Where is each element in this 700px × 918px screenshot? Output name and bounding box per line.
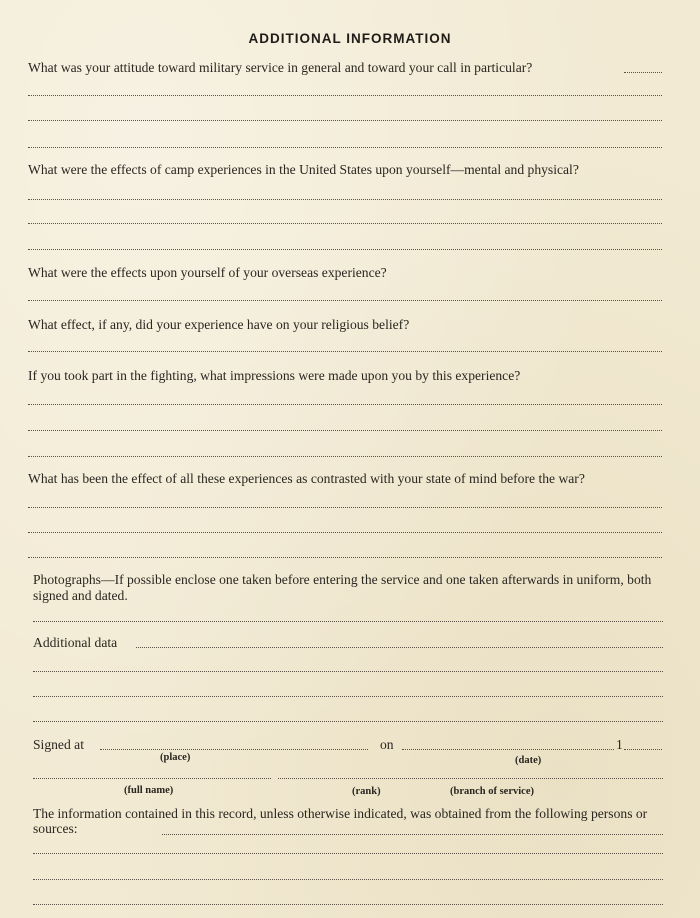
answer-line[interactable] xyxy=(28,95,662,96)
answer-line[interactable] xyxy=(28,456,662,457)
question-overseas-effects: What were the effects upon yourself of your overseas experience? xyxy=(28,265,387,280)
answer-line[interactable] xyxy=(33,671,663,672)
question-religious-belief: What effect, if any, did your experience have on your religious belief? xyxy=(28,317,410,332)
answer-line[interactable] xyxy=(28,223,662,224)
question-camp-effects: What were the effects of camp experiences in the United States upon yourself—mental and physical? xyxy=(28,162,579,177)
full-name-caption: (full name) xyxy=(124,785,174,796)
answer-line[interactable] xyxy=(28,404,662,405)
full-name-field[interactable] xyxy=(33,778,271,779)
answer-line[interactable] xyxy=(624,72,662,73)
place-caption: (place) xyxy=(160,752,191,763)
question-state-of-mind: What has been the effect of all these experiences as contrasted with your state of mind before the war? xyxy=(28,471,585,486)
question-military-attitude: What was your attitude toward military service in general and toward your call in particular? xyxy=(28,60,533,75)
rank-caption: (rank) xyxy=(352,786,381,797)
answer-line[interactable] xyxy=(28,147,662,148)
year-field[interactable] xyxy=(624,749,662,750)
on-label: on xyxy=(380,737,394,752)
answer-line[interactable] xyxy=(28,120,662,121)
additional-data-line[interactable] xyxy=(136,647,663,648)
date-field[interactable] xyxy=(402,749,614,750)
page-title: ADDITIONAL INFORMATION xyxy=(248,31,452,46)
place-field[interactable] xyxy=(100,749,368,750)
answer-line[interactable] xyxy=(28,507,662,508)
answer-line[interactable] xyxy=(28,300,662,301)
rank-branch-field[interactable] xyxy=(278,778,663,779)
answer-line[interactable] xyxy=(28,557,662,558)
photographs-instructions: Photographs—If possible enclose one taken before entering the service and one taken afterwards in uniform, both signed and dated. xyxy=(33,572,652,603)
answer-line[interactable] xyxy=(162,834,663,835)
question-fighting-impressions: If you took part in the fighting, what impressions were made upon you by this experience? xyxy=(28,368,521,383)
answer-line[interactable] xyxy=(33,721,663,722)
answer-line[interactable] xyxy=(33,696,663,697)
additional-data-label: Additional data xyxy=(33,635,118,650)
date-caption: (date) xyxy=(515,755,542,766)
answer-line[interactable] xyxy=(33,853,663,854)
answer-line[interactable] xyxy=(28,199,662,200)
year-prefix: 1 xyxy=(616,737,623,752)
answer-line[interactable] xyxy=(33,879,663,880)
branch-caption: (branch of service) xyxy=(450,786,534,797)
answer-line[interactable] xyxy=(33,621,663,622)
answer-line[interactable] xyxy=(28,249,662,250)
answer-line[interactable] xyxy=(33,904,663,905)
sources-statement: The information contained in this record, unless otherwise indicated, was obtained from the following persons or sources: xyxy=(33,806,648,836)
answer-line[interactable] xyxy=(28,351,662,352)
signed-at-label: Signed at xyxy=(33,737,84,752)
answer-line[interactable] xyxy=(28,430,662,431)
answer-line[interactable] xyxy=(28,532,662,533)
